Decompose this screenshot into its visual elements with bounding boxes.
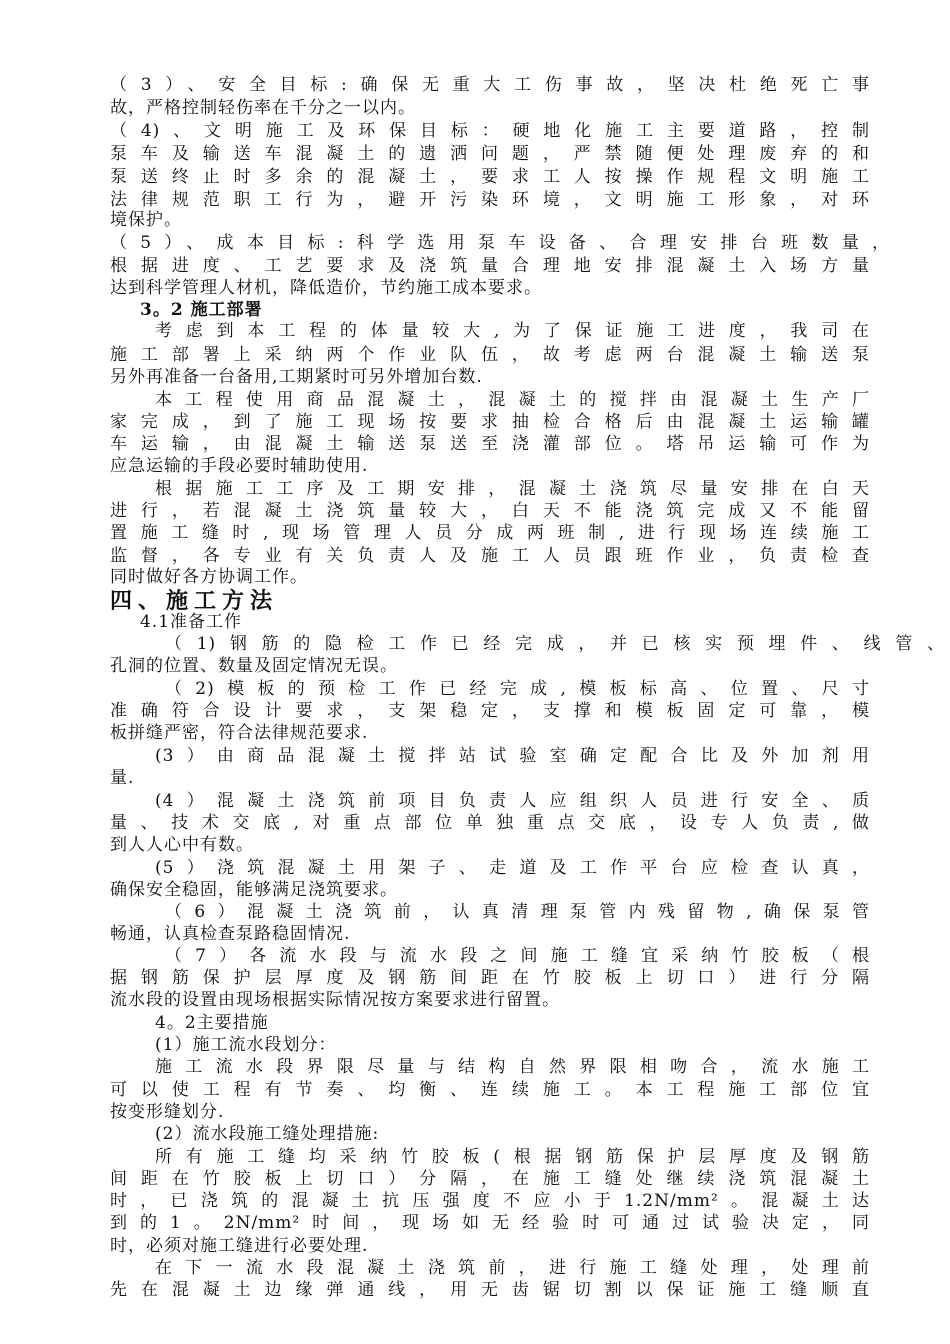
text-line: (4）混凝土浇筑前项目负责人应组织人员进行安全、质 <box>155 791 870 811</box>
text-line: 法律规范职工行为，避开污染环境，文明施工形象，对环 <box>110 190 870 210</box>
text-line: 孔洞的位置、数量及固定情况无误。 <box>110 656 398 676</box>
text-line: 到的1。2N/mm²时间，现场如无经验时可通过试验决定，同 <box>110 1213 870 1233</box>
text-line: (5）浇筑混凝土用架子、走道及工作平台应检查认真， <box>155 858 870 878</box>
text-line: （2)模板的预检工作已经完成,模板标高、位置、尺寸 <box>165 679 870 699</box>
section-heading: 4.1准备工作 <box>140 612 243 632</box>
text-line: 可以使工程有节奏、均衡、连续施工。本工程施工部位宜 <box>110 1080 870 1100</box>
text-line: 达到科学管理人材机，降低造价，节约施工成本要求。 <box>110 278 542 298</box>
text-line: 施工流水段界限尽量与结构自然界限相吻合，流水施工 <box>155 1057 870 1077</box>
text-line: 所有施工缝均采纳竹胶板(根据钢筋保护层厚度及钢筋 <box>155 1147 870 1167</box>
text-line: （5）、成本目标:科学选用泵车设备、合理安排台班数量， <box>110 233 890 253</box>
text-line: （6）混凝土浇筑前，认真清理泵管内残留物,确保泵管 <box>165 902 870 922</box>
text-line: 应急运输的手段必要时辅助使用. <box>110 456 369 476</box>
text-line: 置施工缝时,现场管理人员分成两班制,进行现场连续施工 <box>110 523 870 543</box>
chapter-heading: 四、施工方法 <box>110 588 279 614</box>
text-line: (3）由商品混凝土搅拌站试验室确定配合比及外加剂用 <box>155 746 870 766</box>
text-line: 在下一流水段混凝土浇筑前，进行施工缝处理，处理前 <box>155 1258 870 1278</box>
text-line: 进行，若混凝土浇筑量较大，白天不能浇筑完成又不能留 <box>110 501 870 521</box>
text-line: 量. <box>110 768 135 788</box>
text-line: 监督，各专业有关负责人及施工人员跟班作业，负责检查 <box>110 546 870 566</box>
text-line: 到人人心中有数。 <box>110 835 254 855</box>
text-line: 境保护。 <box>110 210 182 230</box>
text-line: 施工部署上采纳两个作业队伍，故考虑两台混凝土输送泵 <box>110 345 870 365</box>
text-line: 流水段的设置由现场根据实际情况按方案要求进行留置。 <box>110 990 560 1010</box>
text-line: 故，严格控制轻伤率在千分之一以内。 <box>110 98 416 118</box>
text-line: 按变形缝划分. <box>110 1102 225 1122</box>
subheading: (2）流水段施工缝处理措施: <box>155 1124 380 1144</box>
text-line: （4)、文明施工及环保目标：硬地化施工主要道路，控制 <box>110 121 870 141</box>
text-line: 同时做好各方协调工作。 <box>110 567 308 587</box>
section-heading: 4。2主要措施 <box>155 1013 269 1033</box>
text-line: 本工程使用商品混凝土，混凝土的搅拌由混凝土生产厂 <box>155 390 870 410</box>
text-line: 根据施工工序及工期安排，混凝土浇筑尽量安排在白天 <box>155 479 870 499</box>
text-line: 据钢筋保护层厚度及钢筋间距在竹胶板上切口）进行分隔 <box>110 968 870 988</box>
subheading: (1）施工流水段划分： <box>155 1035 337 1055</box>
text-line: 时，已浇筑的混凝土抗压强度不应小于1.2N/mm²。混凝土达 <box>110 1191 870 1211</box>
text-line: 家完成，到了施工现场按要求抽检合格后由混凝土运输罐 <box>110 412 870 432</box>
text-line: （7）各流水段与流水段之间施工缝宜采纳竹胶板（根 <box>165 946 870 966</box>
text-line: 间距在竹胶板上切口）分隔，在施工缝处继续浇筑混凝土 <box>110 1169 870 1189</box>
text-line: 板拼缝严密，符合法律规范要求. <box>110 723 369 743</box>
text-line: （3）、安全目标:确保无重大工伤事故，坚决杜绝死亡事 <box>110 75 870 95</box>
section-heading: 3。2 施工部署 <box>140 300 263 320</box>
text-line: 确保安全稳固，能够满足浇筑要求。 <box>110 880 398 900</box>
text-line: （1)钢筋的隐检工作已经完成，并已核实预埋件、线管、 <box>165 634 945 654</box>
text-line: 准确符合设计要求，支架稳定，支撑和模板固定可靠，模 <box>110 701 870 721</box>
text-line: 泵送终止时多余的混凝土，要求工人按操作规程文明施工 <box>110 167 870 187</box>
text-line: 畅通，认真检查泵路稳固情况. <box>110 924 351 944</box>
text-line: 根据进度、工艺要求及浇筑量合理地安排混凝土入场方量 <box>110 256 870 276</box>
text-line: 量、技术交底,对重点部位单独重点交底，设专人负责,做 <box>110 813 870 833</box>
text-line: 考虑到本工程的体量较大,为了保证施工进度，我司在 <box>155 321 870 341</box>
text-line: 泵车及输送车混凝土的遗洒问题，严禁随便处理废弃的和 <box>110 144 870 164</box>
text-line: 另外再准备一台备用,工期紧时可另外增加台数. <box>110 367 483 387</box>
text-line: 时，必须对施工缝进行必要处理. <box>110 1236 369 1256</box>
text-line: 先在混凝土边缘弹通线，用无齿锯切割以保证施工缝顺直 <box>110 1280 870 1300</box>
text-line: 车运输，由混凝土输送泵送至浇灌部位。塔吊运输可作为 <box>110 434 870 454</box>
